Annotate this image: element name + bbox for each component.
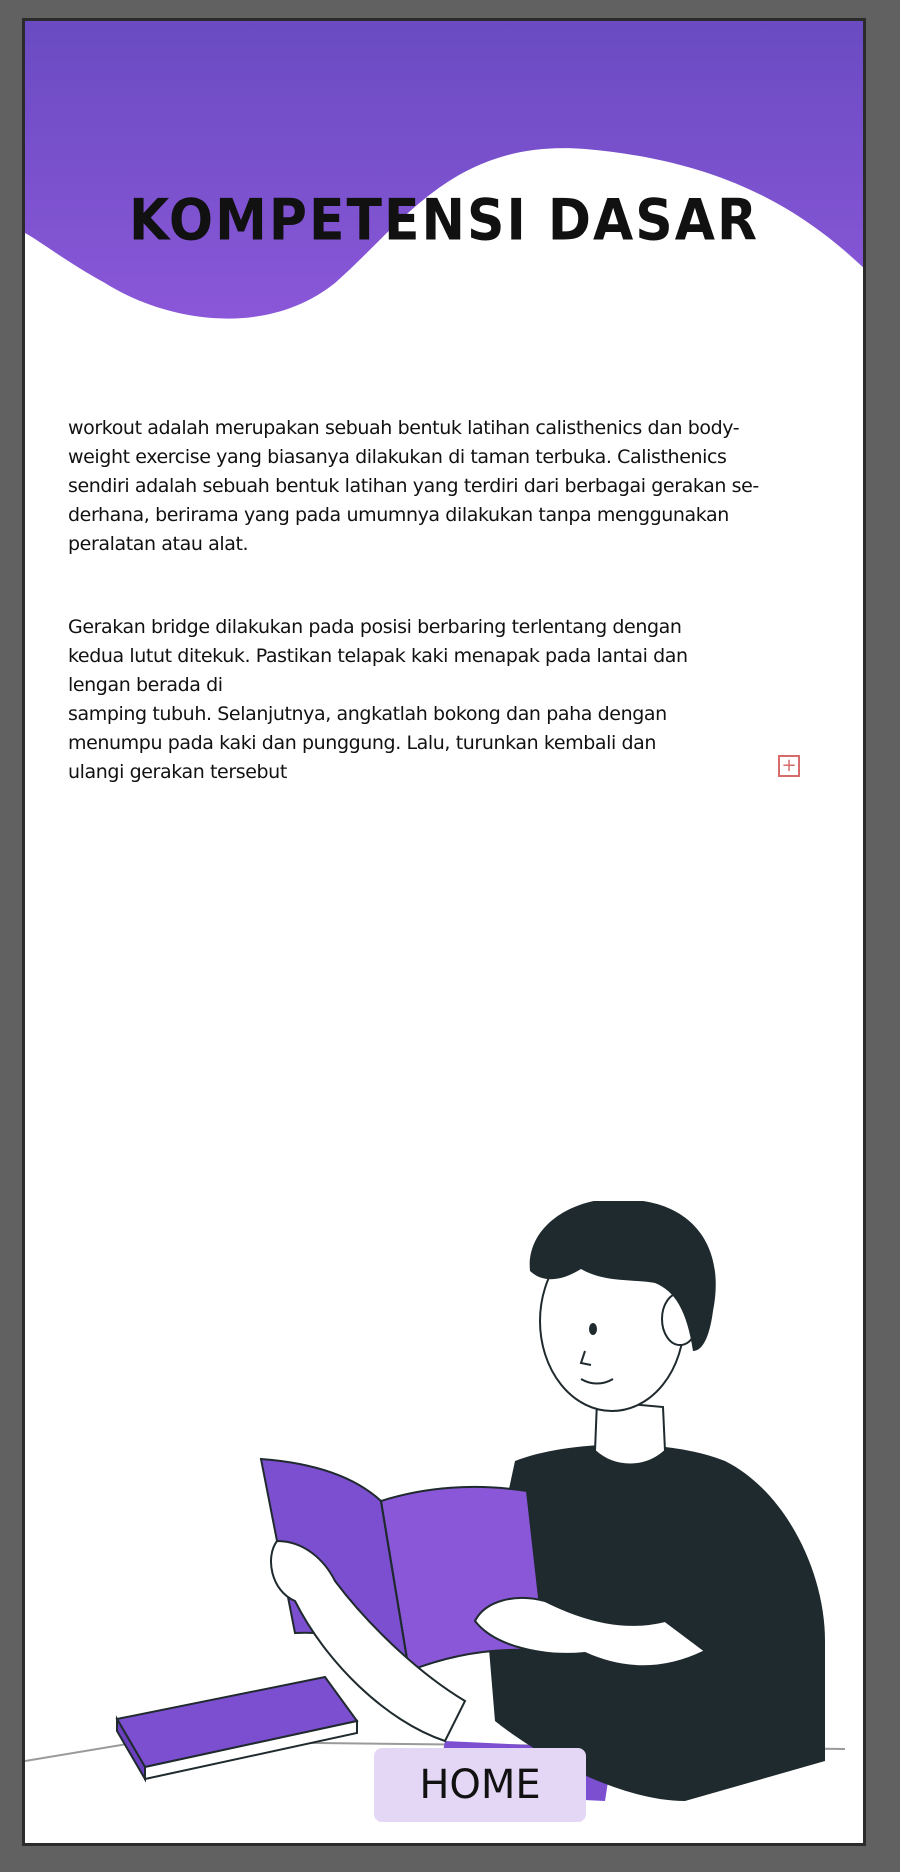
paragraph-line: peralatan atau alat. xyxy=(68,533,249,555)
page-canvas xyxy=(22,18,866,1846)
page-title: KOMPETENSI DASAR xyxy=(128,188,760,254)
paragraph-line: lengan berada di xyxy=(68,674,223,696)
text-overflow-plus-icon[interactable]: + xyxy=(778,755,800,777)
paragraph-line: workout adalah merupakan sebuah bentuk latihan calisthenics dan body- xyxy=(68,417,740,439)
paragraph-line: samping tubuh. Selanjutnya, angkatlah bokong dan paha dengan xyxy=(68,703,667,725)
intro-paragraph xyxy=(68,414,848,559)
paragraph-line: sendiri adalah sebuah bentuk latihan yang terdiri dari berbagai gerakan se- xyxy=(68,475,759,497)
paragraph-line: ulangi gerakan tersebut xyxy=(68,761,287,783)
home-button[interactable]: HOME xyxy=(374,1748,586,1822)
paragraph-line: Gerakan bridge dilakukan pada posisi berbaring terlentang dengan xyxy=(68,616,682,638)
paragraph-line: derhana, berirama yang pada umumnya dilakukan tanpa menggunakan xyxy=(68,504,729,526)
paragraph-line: kedua lutut ditekuk. Pastikan telapak kaki menapak pada lantai dan xyxy=(68,645,688,667)
bridge-paragraph xyxy=(68,613,848,787)
paragraph-line: weight exercise yang biasanya dilakukan di taman terbuka. Calisthenics xyxy=(68,446,727,468)
paragraph-line: menumpu pada kaki dan punggung. Lalu, turunkan kembali dan xyxy=(68,732,657,754)
